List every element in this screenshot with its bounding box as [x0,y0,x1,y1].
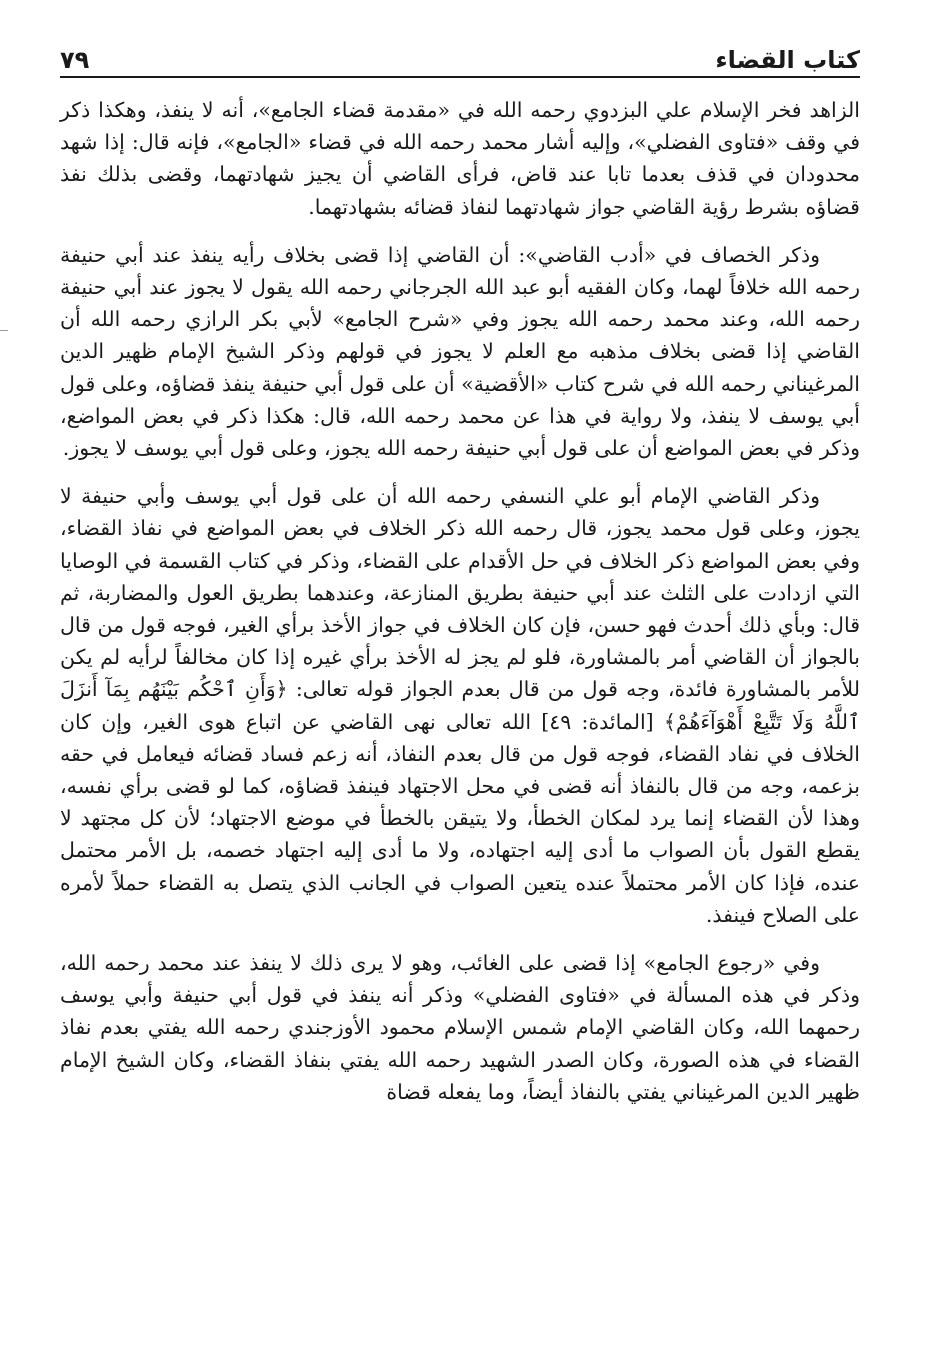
paragraph-2: وذكر الخصاف في «أدب القاضي»: أن القاضي إذا قضى بخلاف رأيه ينفذ عند أبي حنيفة رحمه الله خلافاً لهما، وكان الفقيه أبو عبد الله الجرجاني رحمه الله يقول لا يجوز عند أبي حنيفة رحمه الله، وعند محمد رحمه الله يجوز وفي «شرح الجامع» لأبي بكر الرازي رحمه الله أن القاضي إذا قضى بخلاف مذهبه مع العلم لا يجوز في قولهم وذكر الشيخ الإمام ظهير الدين المرغيناني رحمه الله في شرح كتاب «الأقضية» أن على قول أبي حنيفة ينفذ قضاؤه، وعلى قول أبي يوسف لا ينفذ، ولا رواية في هذا عن محمد رحمه الله، قال: هكذا ذكر في بعض المواضع، وذكر في بعض المواضع أن على قول أبي حنيفة رحمه الله يجوز، وعلى قول أبي يوسف لا يجوز. [60,242,860,461]
paragraph-1: الزاهد فخر الإسلام علي البزدوي رحمه الله في «مقدمة قضاء الجامع»، أنه لا ينفذ، وهكذا ذكر في وقف «فتاوى الفضلي»، وإليه أشار محمد رحمه الله في قضاء «الجامع»، فإنه قال: إذا شهد محدودان في قذف بعدما تابا عند قاض، فرأى القاضي أن يجيز شهادتهما، وقضى بذلك نفذ قضاؤه بشرط رؤية القاضي جواز شهادتهما لنفاذ قضائه بشهادتهما. [60,98,860,219]
running-header [60,28,860,78]
chapter-title: كتاب القضاء [715,46,860,74]
paragraph-3: وذكر القاضي الإمام أبو علي النسفي رحمه الله أن على قول أبي يوسف وأبي حنيفة لا يجوز، وعلى قول محمد يجوز، قال رحمه الله ذكر الخلاف في بعض المواضع في نفاذ القضاء، وفي بعض المواضع ذكر الخلاف في حل الأقدام على القضاء، وذكر في كتاب القسمة في الوصايا التي ازدادت على الثلث عند أبي حنيفة بطريق المنازعة، وعندهما بطريق العول والمضاربة، ثم قال: وبأي ذلك أحدث فهو حسن، فإن كان الخلاف في جواز الأخذ برأي الغير، فوجه قول من قال بالجواز أن القاضي أمر بالمشاورة، فلو لم يجز له الأخذ برأي غيره إذا كان مخالفاً لرأيه لم يكن للأمر بالمشاورة فائدة، وجه قول من قال بعدم الجواز قوله تعالى: ﴿وَأَنِ ٱحْكُم بَيْنَهُم بِمَآ أَنزَلَ ٱللَّهُ وَلَا تَتَّبِعْ أَهْوَآءَهُمْ﴾ [المائدة: ٤٩] الله تعالى نهى القاضي عن اتباع هوى الغير، وإن كان الخلاف في نفاد القضاء، فوجه قول من قال بعدم النفاذ، أنه زعم فساد قضائه فيعامل في حقه بزعمه، وجه من قال بالنفاذ أنه قضى في محل الاجتهاد فينفذ قضاؤه، كما لو قضى برأي نفسه، وهذا لأن القضاء إنما يرد لمكان الخطأ، ولا يتيقن بالخطأ في موضع الاجتهاد؛ لأن كل مجتهد لا يقطع القول بأن الصواب ما أدى إليه اجتهاده، ولا ما أدى إليه اجتهاد خصمه، بل الأمر محتمل عنده، فإذا كان الأمر محتملاً عنده يتعين الصواب في الجانب الذي يتصل به القضاء حملاً لأمره على الصلاح فينفذ. [60,484,860,927]
scan-margin-mark [0,330,8,331]
body-text [60,94,860,1108]
book-page [60,28,860,1348]
paragraph-4: وفي «رجوع الجامع» إذا قضى على الغائب، وهو لا يرى ذلك لا ينفذ عند محمد رحمه الله، وذكر في هذه المسألة في «فتاوى الفضلي» وذكر أنه ينفذ في قول أبي حنيفة وأبي يوسف رحمهما الله، وكان القاضي الإمام شمس الإسلام محمود الأوزجندي رحمه الله يفتي بعدم نفاذ القضاء في هذه الصورة، وكان الصدر الشهيد رحمه الله يفتي بنفاذ القضاء، وكان الشيخ الإمام ظهير الدين المرغيناني يفتي بالنفاذ أيضاً، وما يفعله قضاة [60,951,860,1104]
page-number: ٧٩ [60,46,90,74]
